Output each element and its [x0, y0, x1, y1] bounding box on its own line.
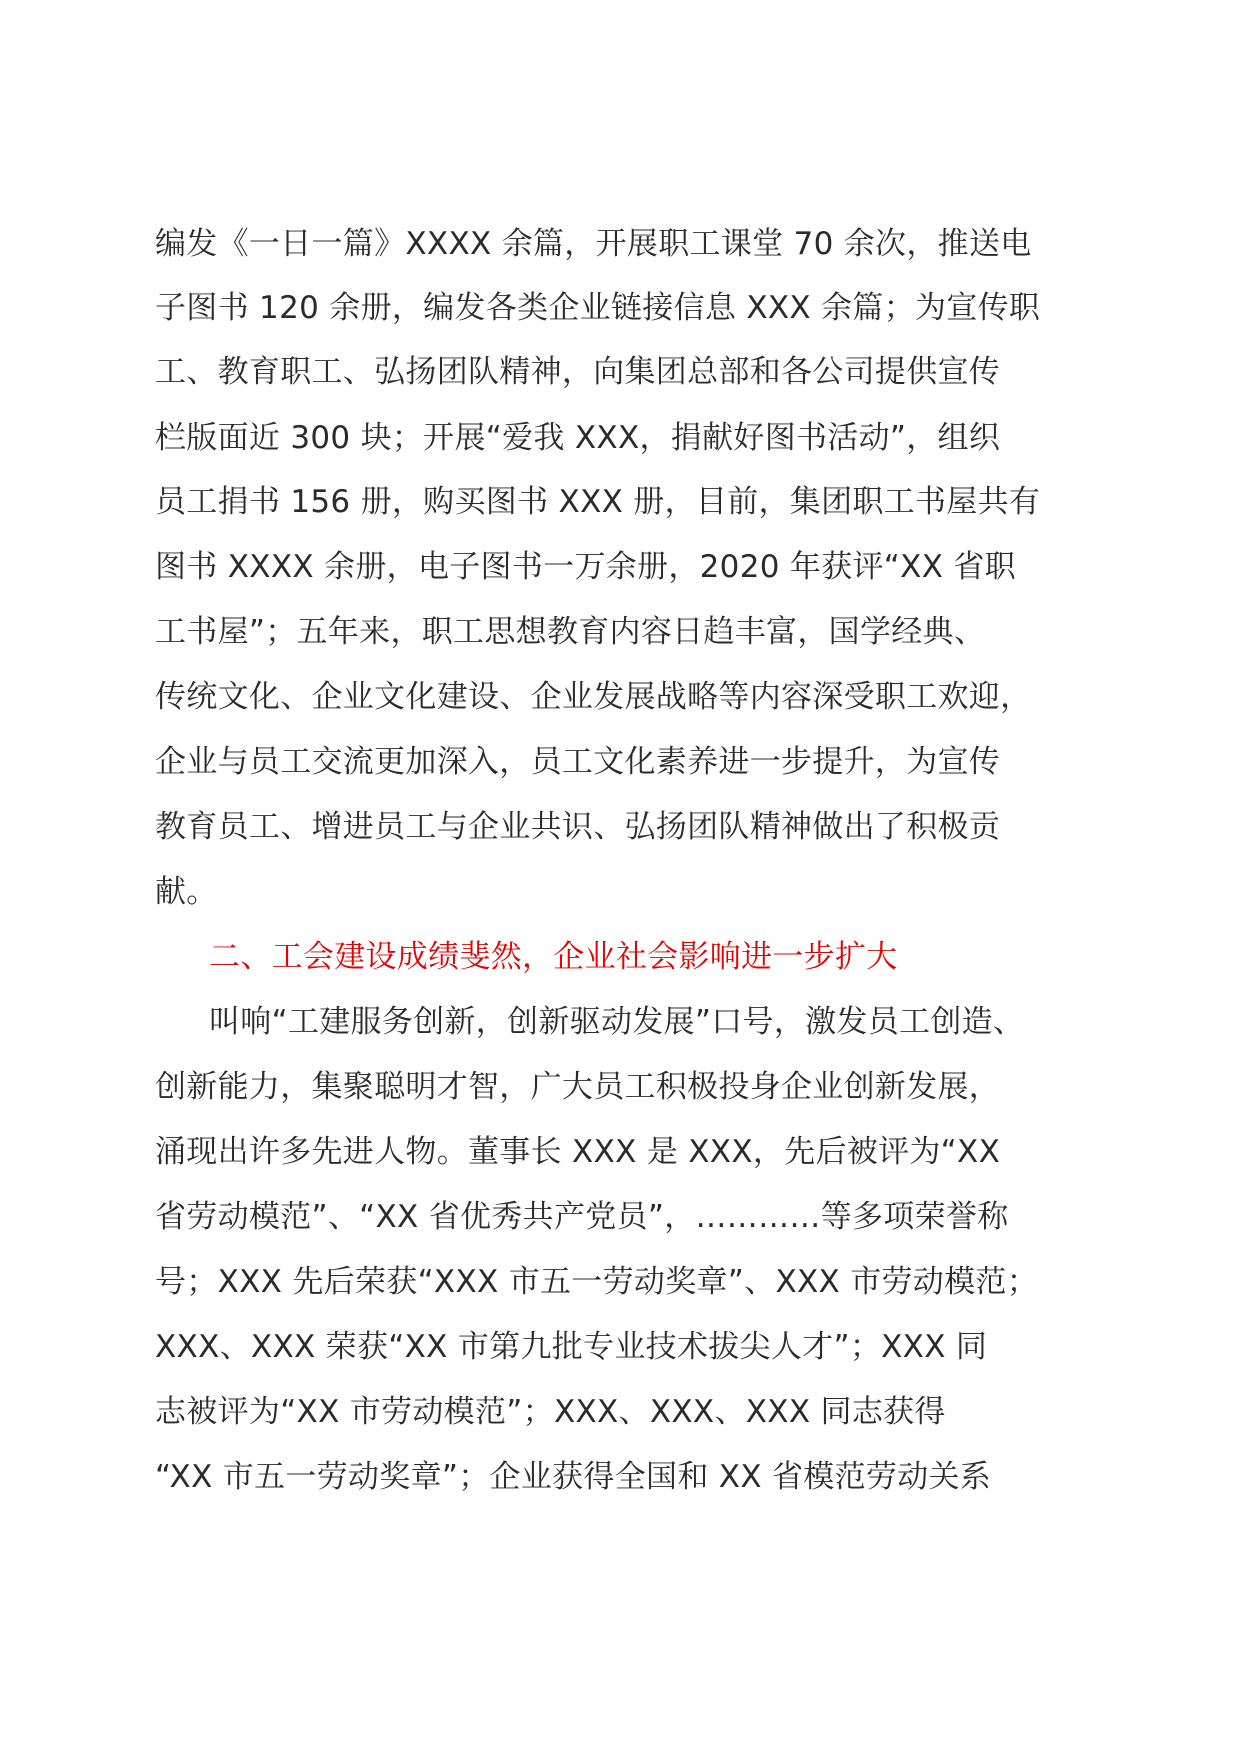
paragraph-line: 栏版面近 300 块；开展“爱我 XXX，捐献好图书活动”，组织	[155, 420, 1001, 456]
paragraph-line: 编发《一日一篇》XXXX 余篇，开展职工课堂 70 余次，推送电	[155, 226, 1032, 262]
paragraph-line: 工、教育职工、弘扬团队精神，向集团总部和各公司提供宣传	[155, 354, 1001, 390]
paragraph-line: 志被评为“XX 市劳动模范”；XXX、XXX、XXX 同志获得	[155, 1394, 946, 1430]
paragraph-line: “XX 市五一劳动奖章”；企业获得全国和 XX 省模范劳动关系	[155, 1459, 992, 1495]
paragraph-line: 工书屋”；五年来，职工思想教育内容日趋丰富，国学经典、	[155, 614, 986, 650]
paragraph-line: 子图书 120 余册，编发各类企业链接信息 XXX 余篇；为宣传职	[155, 290, 1041, 326]
paragraph-line: 企业与员工交流更加深入，员工文化素养进一步提升，为宣传	[155, 744, 1001, 780]
paragraph-line: 图书 XXXX 余册，电子图书一万余册，2020 年获评“XX 省职	[155, 549, 1016, 585]
paragraph-line: 教育员工、增进员工与企业共识、弘扬团队精神做出了积极贡	[155, 809, 1001, 845]
paragraph-line: 传统文化、企业文化建设、企业发展战略等内容深受职工欢迎，	[155, 679, 1032, 715]
paragraph-line: 员工捐书 156 册，购买图书 XXX 册，目前，集团职工书屋共有	[155, 484, 1041, 520]
paragraph-line: 涌现出许多先进人物。董事长 XXX 是 XXX，先后被评为“XX	[155, 1134, 1001, 1170]
paragraph-line: 省劳动模范”、“XX 省优秀共产党员”，…………等多项荣誉称	[155, 1199, 1009, 1235]
paragraph-line: 叫响“工建服务创新，创新驱动发展”口号，激发员工创造、	[209, 1004, 1025, 1040]
section-heading: 二、工会建设成绩斐然，企业社会影响进一步扩大	[209, 939, 898, 975]
paragraph-line: 献。	[155, 874, 218, 910]
paragraph-line: 创新能力，集聚聪明才智，广大员工积极投身企业创新发展，	[155, 1069, 1001, 1105]
paragraph-line: XXX、XXX 荣获“XX 市第九批专业技术拔尖人才”；XXX 同	[155, 1329, 988, 1365]
paragraph-line: 号；XXX 先后荣获“XXX 市五一劳动奖章”、XXX 市劳动模范；	[155, 1264, 1039, 1300]
